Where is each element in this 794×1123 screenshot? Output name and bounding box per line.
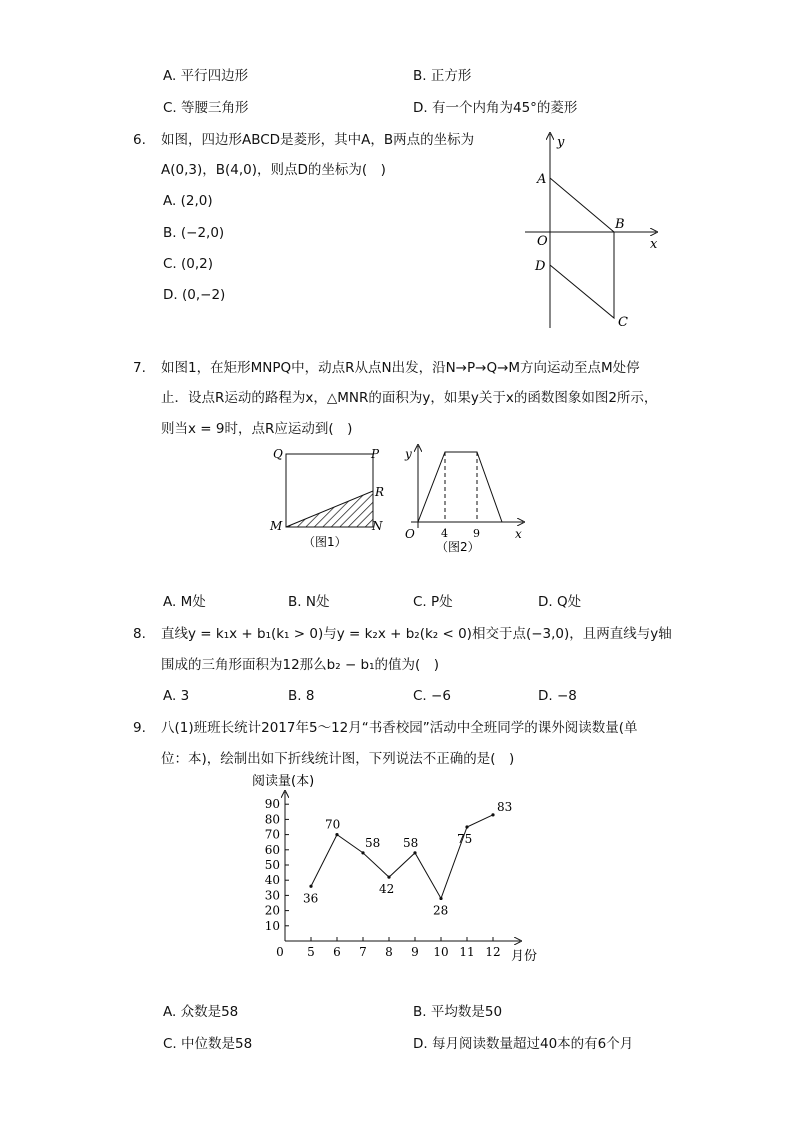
q7-label-r: R <box>375 485 385 499</box>
chart-y-tick-label: 10 <box>264 918 280 933</box>
chart-x-tick-label: 0 <box>276 945 284 959</box>
chart-y-tick-label: 70 <box>264 827 280 842</box>
chart-point <box>491 813 494 816</box>
q6-label-d: D <box>535 259 546 274</box>
q9-stem-line1: 八(1)班班长统计2017年5～12月“书香校园”活动中全班同学的课外阅读数量(单 <box>161 720 638 736</box>
q8-option-b: B. 8 <box>288 688 315 704</box>
q6-option-c: C. (0,2) <box>163 256 214 272</box>
q7-number: 7. <box>133 360 146 376</box>
chart-data-label: 75 <box>457 832 473 846</box>
q7-graph-polyline <box>418 452 502 522</box>
q8-option-c: C. −6 <box>413 688 451 704</box>
chart-data-label: 70 <box>325 817 341 832</box>
chart-x-tick-label: 8 <box>385 945 393 959</box>
q7-option-b: B. N处 <box>288 594 330 610</box>
q6-stem-line2: A(0,3)，B(4,0)，则点D的坐标为( ) <box>161 162 386 178</box>
q5-option-c: C. 等腰三角形 <box>163 100 249 116</box>
chart-data-label: 36 <box>303 891 319 906</box>
q7-option-c: C. P处 <box>413 594 453 610</box>
q5-option-d: D. 有一个内角为45°的菱形 <box>413 100 578 116</box>
q7-graph-label-x: x <box>515 527 522 541</box>
chart-y-tick-label: 20 <box>264 903 280 918</box>
chart-point <box>465 825 468 828</box>
chart-x-tick-label: 11 <box>459 945 475 959</box>
q6-label-x: x <box>650 237 658 252</box>
q6-label-a: A <box>537 172 547 187</box>
q5-option-a: A. 平行四边形 <box>163 68 249 84</box>
q7-graph-label-o: O <box>405 527 415 541</box>
q8-option-a: A. 3 <box>163 688 190 704</box>
chart-point <box>335 833 338 836</box>
chart-y-label: 阅读量(本) <box>252 774 315 789</box>
q7-label-n: N <box>372 519 383 533</box>
q7-stem-line1: 如图1，在矩形MNPQ中，动点R从点N出发，沿N→P→Q→M方向运动至点M处停 <box>161 360 640 376</box>
q6-label-b: B <box>615 217 625 232</box>
chart-x-tick-label: 5 <box>307 945 315 959</box>
q6-label-c: C <box>618 315 628 330</box>
q6-rhombus <box>550 178 614 318</box>
chart-x-tick-label: 6 <box>333 945 341 959</box>
chart-y-tick-label: 50 <box>264 858 280 872</box>
q7-graph-tick-4: 4 <box>441 527 448 540</box>
q7-option-a: A. M处 <box>163 594 206 610</box>
q7-caption-fig2: （图2） <box>436 540 480 554</box>
q6-label-y: y <box>557 135 565 150</box>
chart-x-tick-label: 10 <box>433 945 449 959</box>
reading-line-chart <box>240 768 550 968</box>
q6-rhombus-figure <box>520 128 670 333</box>
q7-label-p: P <box>371 447 380 461</box>
q7-label-q: Q <box>273 447 283 461</box>
q9-option-c: C. 中位数是58 <box>163 1036 253 1052</box>
q7-figures <box>265 440 535 558</box>
chart-data-label: 58 <box>365 835 381 850</box>
chart-point <box>413 851 416 854</box>
q6-stem-line1: 如图，四边形ABCD是菱形，其中A，B两点的坐标为 <box>161 132 475 148</box>
chart-y-tick-label: 40 <box>264 873 280 888</box>
chart-y-tick-label: 80 <box>264 812 280 827</box>
chart-y-tick-label: 30 <box>264 888 280 903</box>
q8-number: 8. <box>133 626 146 642</box>
chart-y-tick-label: 90 <box>264 797 280 812</box>
q9-stem-line2: 位：本)，绘制出如下折线统计图，下列说法不正确的是( ) <box>161 751 515 767</box>
q7-graph-tick-9: 9 <box>473 527 480 540</box>
q9-option-a: A. 众数是58 <box>163 1004 239 1020</box>
q6-option-a: A. (2,0) <box>163 193 213 209</box>
chart-data-label: 28 <box>433 903 449 918</box>
q7-option-d: D. Q处 <box>538 594 582 610</box>
q9-option-d: D. 每月阅读数量超过40本的有6个月 <box>413 1036 634 1052</box>
q7-stem-line3: 则当x = 9时，点R应运动到( ) <box>161 421 353 437</box>
chart-point <box>361 851 364 854</box>
q9-option-b: B. 平均数是50 <box>413 1004 503 1020</box>
chart-x-tick-label: 9 <box>411 945 419 959</box>
chart-x-tick-label: 12 <box>485 945 501 959</box>
chart-x-tick-label: 7 <box>359 945 367 959</box>
q7-label-m: M <box>270 519 283 533</box>
chart-point <box>387 876 390 879</box>
chart-x-label: 月份 <box>511 949 538 964</box>
chart-point <box>309 885 312 888</box>
q6-option-d: D. (0,−2) <box>163 287 226 303</box>
q5-option-b: B. 正方形 <box>413 68 472 84</box>
chart-data-label: 83 <box>497 799 513 814</box>
q8-stem-line2: 围成的三角形面积为12那么b₂ − b₁的值为( ) <box>161 657 440 673</box>
chart-data-label: 58 <box>403 835 419 850</box>
q7-caption-fig1: （图1） <box>303 535 347 549</box>
q6-option-b: B. (−2,0) <box>163 225 225 241</box>
q8-option-d: D. −8 <box>538 688 577 704</box>
q6-number: 6. <box>133 132 146 148</box>
q7-stem-line2: 止．设点R运动的路程为x，△MNR的面积为y，如果y关于x的函数图象如图2所示， <box>161 390 658 406</box>
q7-shaded-triangle-mnr <box>286 491 373 527</box>
q9-number: 9. <box>133 720 146 736</box>
chart-data-label: 42 <box>379 882 395 897</box>
q7-graph-label-y: y <box>405 447 412 461</box>
chart-y-tick-label: 60 <box>264 842 280 857</box>
chart-point <box>439 897 442 900</box>
q6-label-o: O <box>537 234 548 249</box>
q8-stem-line1: 直线y = k₁x + b₁(k₁ > 0)与y = k₂x + b₂(k₂ < 0)相交于点(−3,0)，且两直线与y轴 <box>161 626 672 642</box>
